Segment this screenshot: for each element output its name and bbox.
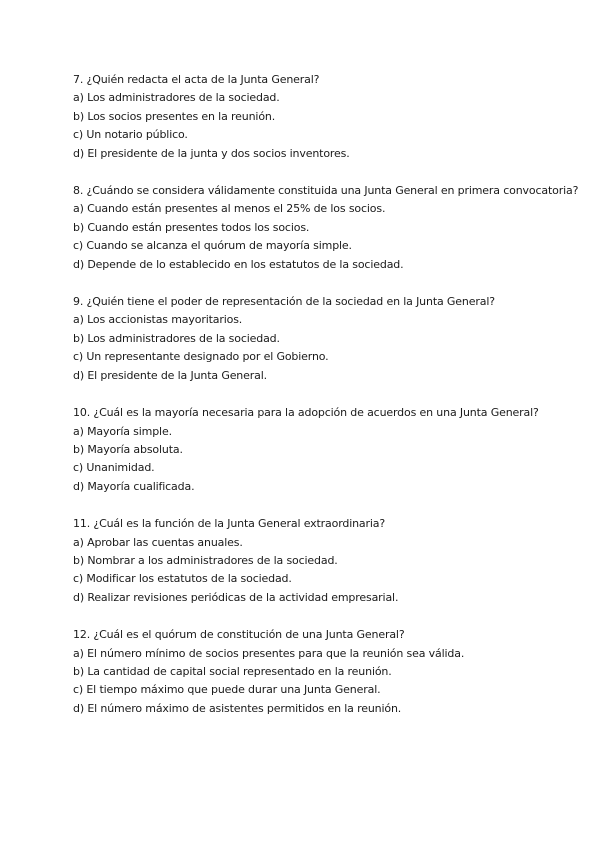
answer-option-d: d) Depende de lo establecido en los estatutos de la sociedad. [73,257,404,271]
answer-option-b: b) Los socios presentes en la reunión. [73,109,276,123]
answer-option-c: c) Un notario público. [73,128,188,142]
answer-option-a: a) Los accionistas mayoritarios. [73,313,243,327]
answer-option-a: a) Cuando están presentes al menos el 25% de los socios. [73,202,386,216]
question-prompt: 7. ¿Quién redacta el acta de la Junta General? [73,73,320,86]
answer-option-b: b) Los administradores de la sociedad. [73,331,280,345]
question-list [73,71,593,737]
question-12 [73,626,593,718]
question-prompt: 10. ¿Cuál es la mayoría necesaria para la adopción de acuerdos en una Junta General? [73,406,539,420]
answer-option-c: c) El tiempo máximo que puede durar una Junta General. [73,683,381,697]
question-10 [73,404,593,496]
answer-option-c: c) Modificar los estatutos de la sociedad. [73,572,292,586]
question-prompt: 9. ¿Quién tiene el poder de representación de la sociedad en la Junta General? [73,295,495,309]
answer-option-d: d) El presidente de la Junta General. [73,368,267,382]
question-prompt: 8. ¿Cuándo se considera válidamente constituida una Junta General en primera convocatoria? [73,184,579,198]
answer-option-a: a) Aprobar las cuentas anuales. [73,535,243,549]
question-prompt: 12. ¿Cuál es el quórum de constitución de una Junta General? [73,628,405,642]
answer-option-b: b) Mayoría absoluta. [73,442,183,456]
answer-option-c: c) Unanimidad. [73,461,155,475]
answer-option-b: b) La cantidad de capital social representado en la reunión. [73,664,392,678]
question-9 [73,293,593,385]
answer-option-b: b) Cuando están presentes todos los socios. [73,220,310,234]
answer-option-b: b) Nombrar a los administradores de la sociedad. [73,553,338,567]
answer-option-d: d) El número máximo de asistentes permitidos en la reunión. [73,701,402,715]
answer-option-d: d) Realizar revisiones periódicas de la actividad empresarial. [73,590,399,604]
answer-option-a: a) Los administradores de la sociedad. [73,91,280,105]
answer-option-d: d) Mayoría cualificada. [73,479,195,493]
answer-option-c: c) Cuando se alcanza el quórum de mayoría simple. [73,239,352,253]
question-7 [73,71,593,163]
answer-option-c: c) Un representante designado por el Gobierno. [73,350,329,364]
answer-option-a: a) Mayoría simple. [73,424,172,438]
answer-option-d: d) El presidente de la junta y dos socios inventores. [73,146,350,160]
question-8 [73,182,593,274]
question-prompt: 11. ¿Cuál es la función de la Junta General extraordinaria? [73,517,386,531]
question-11 [73,515,593,607]
answer-option-a: a) El número mínimo de socios presentes para que la reunión sea válida. [73,646,465,660]
